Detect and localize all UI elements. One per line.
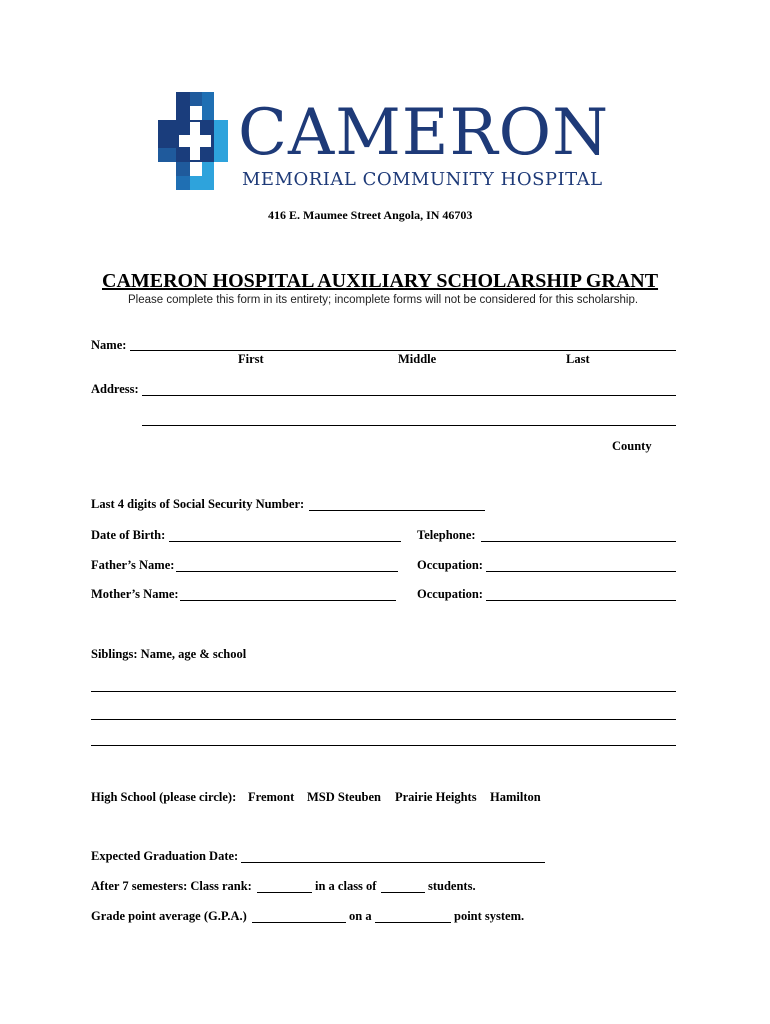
class-size-input-line[interactable]	[381, 891, 425, 893]
gpa-scale-label: on a	[349, 909, 372, 923]
siblings-input-line-2[interactable]	[91, 718, 676, 720]
class-size-label: in a class of	[315, 879, 377, 893]
gpa-label: Grade point average (G.P.A.)	[91, 909, 247, 923]
telephone-input-line[interactable]	[481, 540, 676, 542]
class-rank-label: After 7 semesters: Class rank:	[91, 879, 252, 893]
high-school-label: High School (please circle):	[91, 790, 237, 804]
mother-occupation-label: Occupation:	[417, 587, 483, 601]
address-input-line-1[interactable]	[142, 394, 676, 396]
father-name-label: Father’s Name:	[91, 558, 175, 572]
students-label: students.	[428, 879, 476, 893]
gpa-scale-input-line[interactable]	[375, 921, 451, 923]
class-rank-input-line[interactable]	[257, 891, 312, 893]
address-label: Address:	[91, 382, 139, 396]
high-school-option-hamilton[interactable]: Hamilton	[490, 790, 541, 804]
gpa-input-line[interactable]	[252, 921, 346, 923]
address-input-line-2[interactable]	[142, 424, 676, 426]
high-school-option-msd-steuben[interactable]: MSD Steuben	[307, 790, 381, 804]
siblings-label: Siblings: Name, age & school	[91, 647, 247, 661]
cross-logo-icon	[158, 92, 230, 192]
high-school-option-prairie-heights[interactable]: Prairie Heights	[395, 790, 477, 804]
high-school-option-fremont[interactable]: Fremont	[248, 790, 295, 804]
point-system-label: point system.	[454, 909, 525, 923]
name-input-line[interactable]	[130, 349, 676, 351]
telephone-label: Telephone:	[417, 528, 476, 542]
mother-name-label: Mother’s Name:	[91, 587, 179, 601]
father-occupation-label: Occupation:	[417, 558, 483, 572]
graduation-input-line[interactable]	[241, 861, 545, 863]
form-title: CAMERON HOSPITAL AUXILIARY SCHOLARSHIP GRANT	[102, 270, 659, 292]
hospital-logo	[158, 92, 618, 194]
form-instructions: Please complete this form in its entirety; incomplete forms will not be considered for this scholarship.	[128, 294, 639, 306]
mother-name-input-line[interactable]	[180, 599, 396, 601]
ssn-input-line[interactable]	[309, 509, 485, 511]
name-first-caption: First	[238, 352, 264, 366]
mother-occupation-input-line[interactable]	[486, 599, 676, 601]
logo-subtitle: MEMORIAL COMMUNITY HOSPITAL	[242, 169, 603, 190]
father-name-input-line[interactable]	[176, 570, 398, 572]
dob-input-line[interactable]	[169, 540, 401, 542]
siblings-input-line-1[interactable]	[91, 690, 676, 692]
graduation-label: Expected Graduation Date:	[91, 849, 239, 863]
dob-label: Date of Birth:	[91, 528, 166, 542]
name-last-caption: Last	[566, 352, 590, 366]
father-occupation-input-line[interactable]	[486, 570, 676, 572]
siblings-input-line-3[interactable]	[91, 744, 676, 746]
ssn-label: Last 4 digits of Social Security Number:	[91, 497, 305, 511]
county-caption: County	[612, 439, 652, 453]
hospital-address: 416 E. Maumee Street Angola, IN 46703	[268, 208, 473, 222]
logo-name: CAMERON	[238, 96, 610, 170]
name-middle-caption: Middle	[398, 352, 437, 366]
name-label: Name:	[91, 338, 127, 352]
